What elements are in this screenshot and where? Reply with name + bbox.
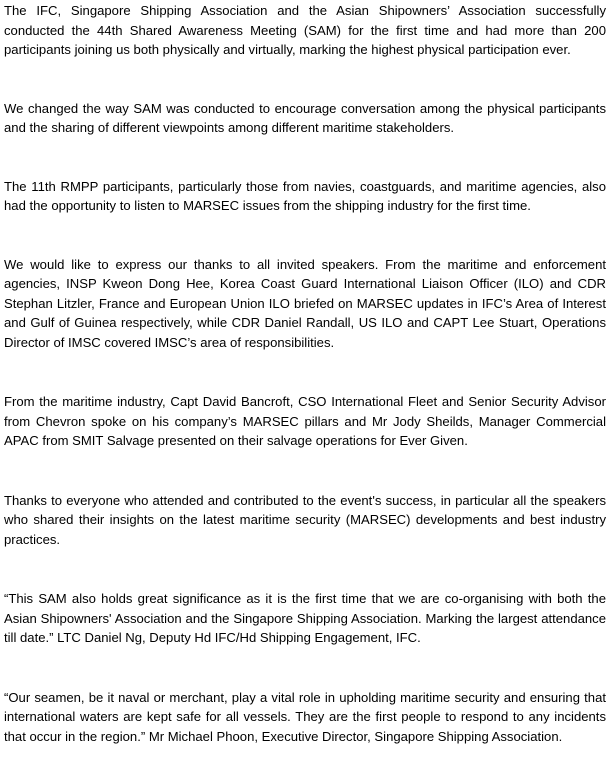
paragraph-rmpp-participants: The 11th RMPP participants, particularly those from navies, coastguards, and maritime agencies, also had the opportunity to listen to MARSEC issues from the shipping industry for the first time.: [4, 178, 606, 213]
paragraph-sam-format: We changed the way SAM was conducted to encourage conversation among the physical participants and the sharing of different viewpoints among different maritime stakeholders.: [4, 100, 606, 135]
paragraph-quote-michael-phoon: “Our seamen, be it naval or merchant, play a vital role in upholding maritime security and ensuring that international waters are kept safe for all vessels. They are the first people to respond to any incidents that occur in the region.” Mr Michael Phoon, Executive Director, Singapore Shipping Association.: [4, 689, 606, 744]
paragraph-industry-speakers: From the maritime industry, Capt David Bancroft, CSO International Fleet and Senior Security Advisor from Chevron spoke on his company’s MARSEC pillars and Mr Jody Sheilds, Manager Commercial APAC from SMIT Salvage presented on their salvage operations for Ever Given.: [4, 394, 606, 448]
paragraph-quote-daniel-ng: “This SAM also holds great significance as it is the first time that we are co-organising with both the Asian Shipowners' Association and the Singapore Shipping Association. Marking the largest attendance till date.” LTC Daniel Ng, Deputy Hd IFC/Hd Shipping Engagement, IFC.: [4, 591, 606, 645]
document-body: [4, 0, 606, 746]
paragraph-attendee-thanks: Thanks to everyone who attended and contributed to the event's success, in particular all the speakers who shared their insights on the latest maritime security (MARSEC) developments and best industry practices.: [4, 492, 606, 547]
paragraph-sam-announcement: The IFC, Singapore Shipping Association and the Asian Shipowners’ Association successfully conducted the 44th Shared Awareness Meeting (SAM) for the first time and had more than 200 participants joining us both physically and virtually, marking the highest physical participation ever.: [4, 3, 606, 57]
paragraph-speaker-thanks: We would like to express our thanks to all invited speakers. From the maritime and enforcement agencies, INSP Kweon Dong Hee, Korea Coast Guard International Liaison Officer (ILO) and CDR Stephan Litzler, France and European Union ILO briefed on MARSEC updates in IFC’s Area of Interest and Gulf of Guinea respectively, while CDR Daniel Randall, US ILO and CAPT Lee Stuart, Operations Director of IMSC covered IMSC’s area of responsibilities.: [4, 256, 606, 350]
